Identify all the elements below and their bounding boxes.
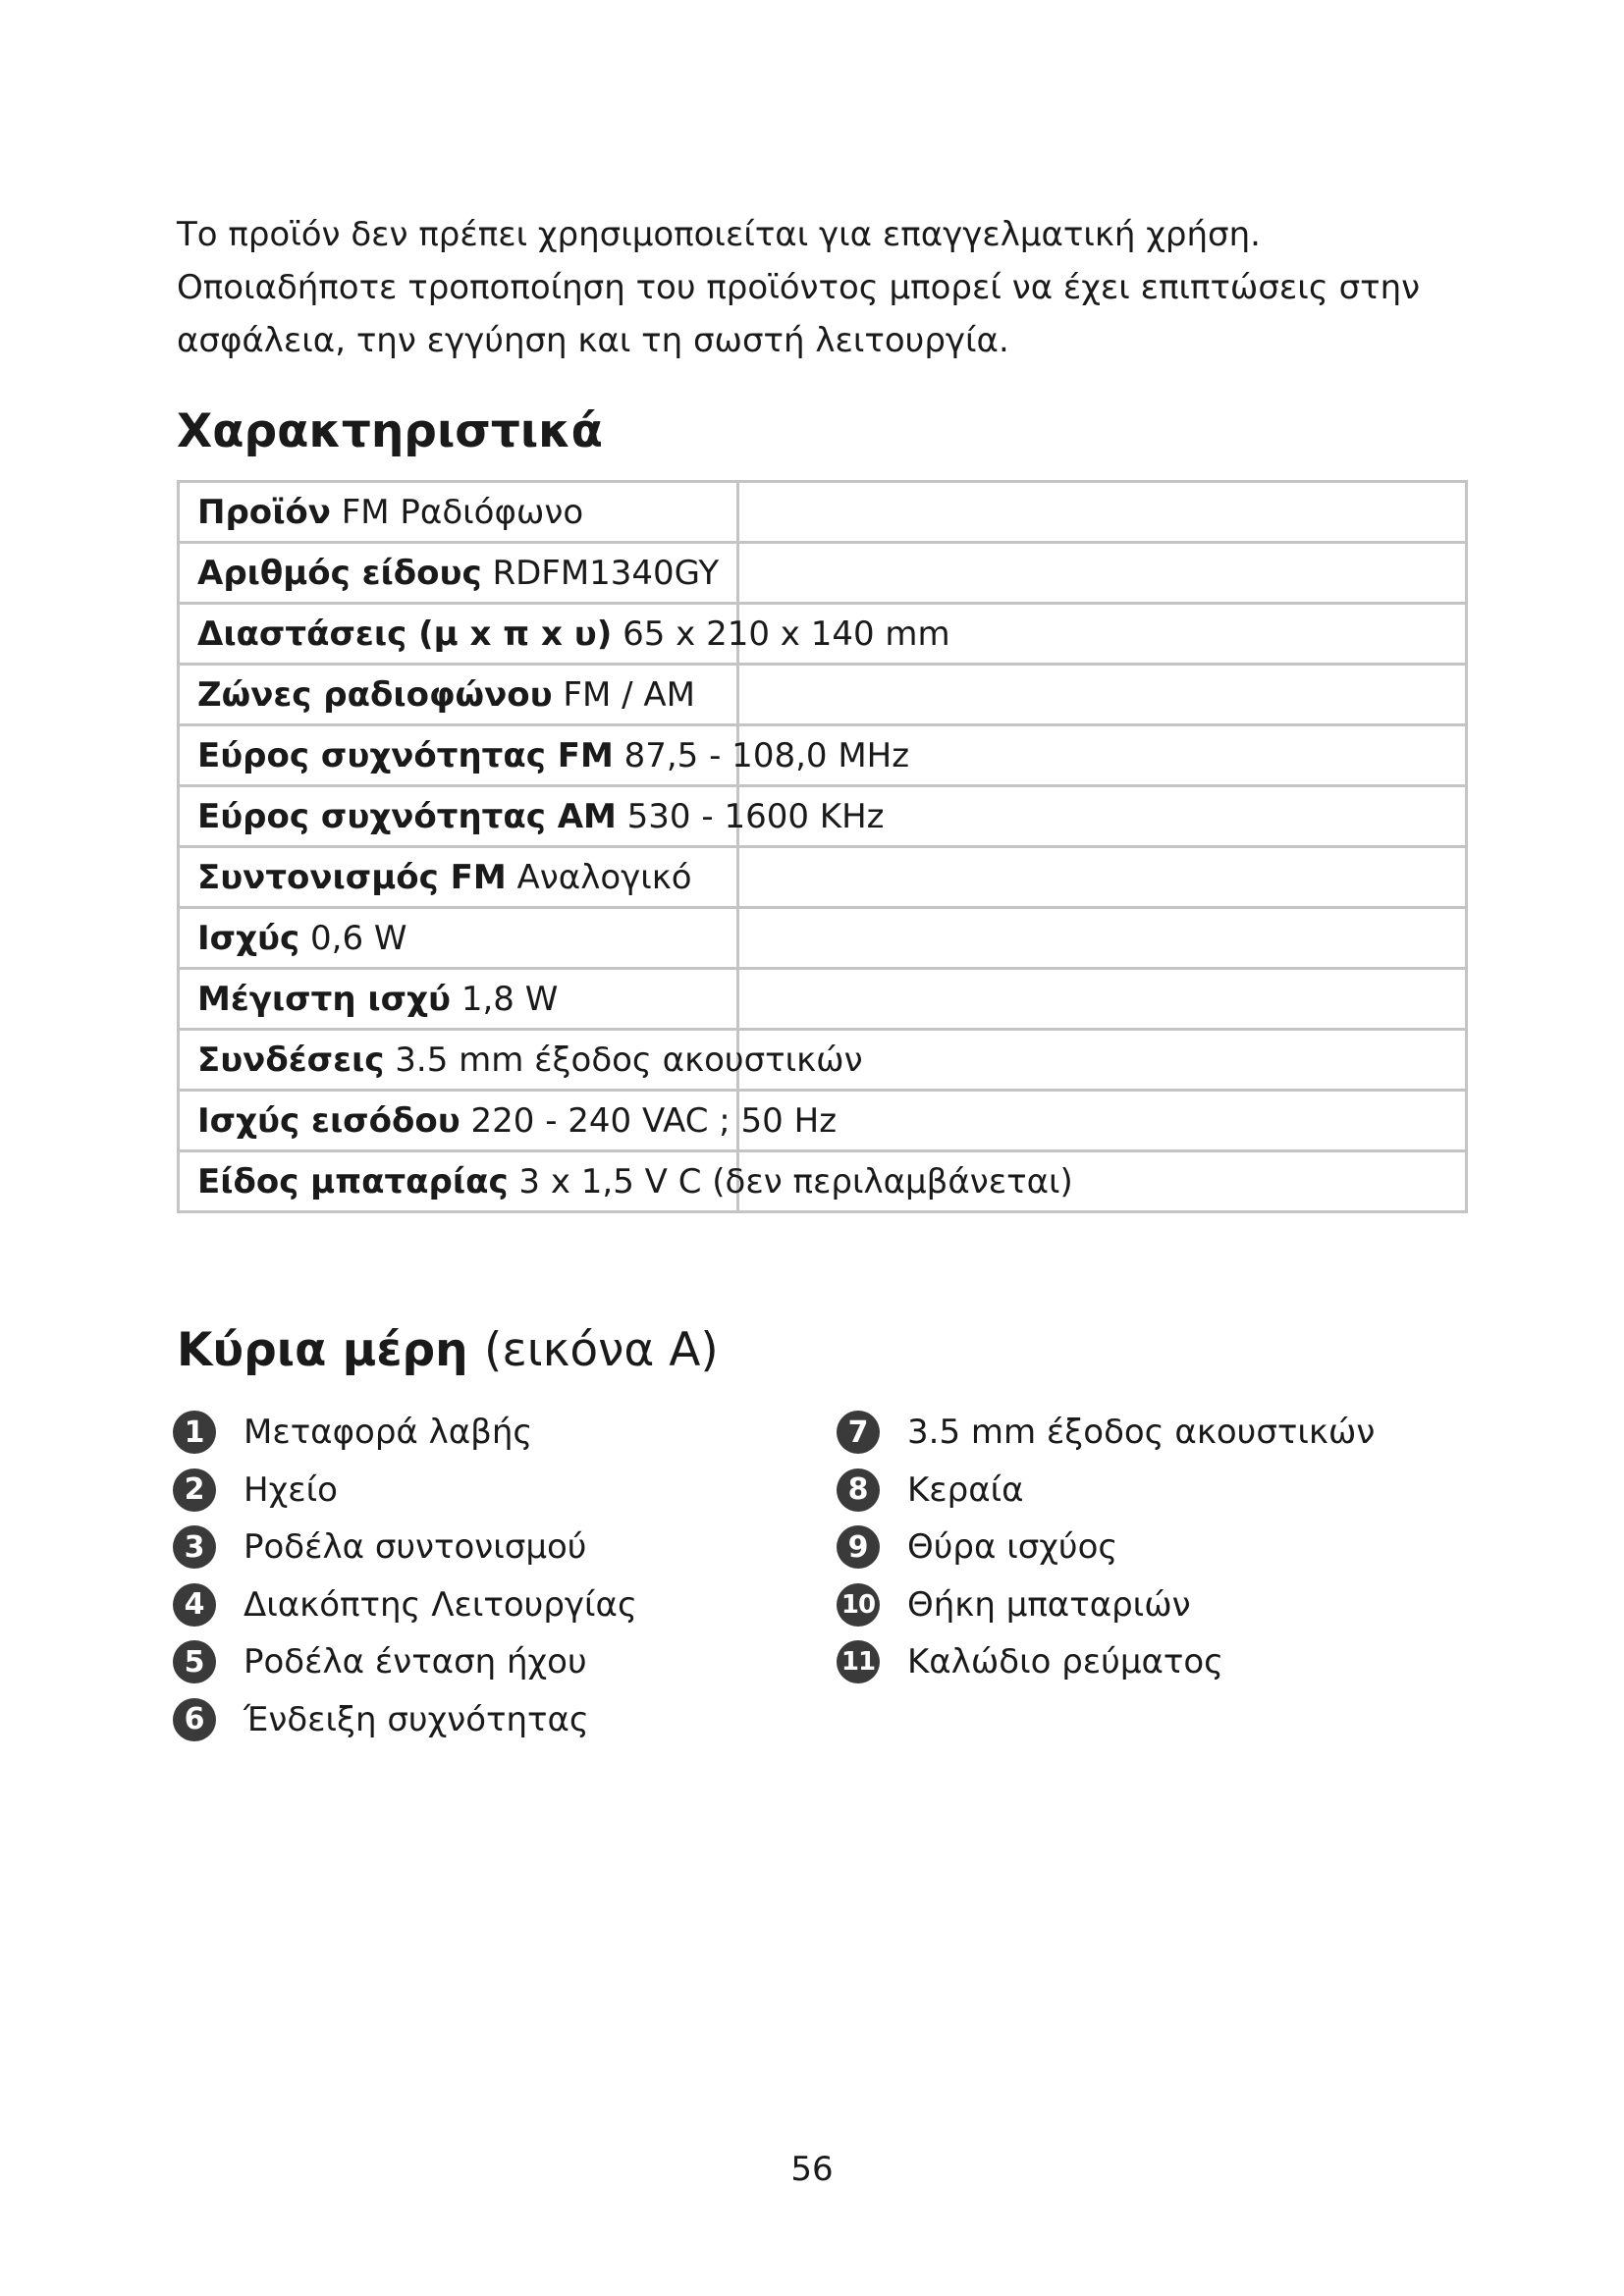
number-badge-icon: 6 [173, 1698, 216, 1741]
table-row [179, 1030, 1467, 1091]
page-number: 56 [790, 2150, 834, 2189]
spec-label: Ζώνες ραδιοφώνου [197, 674, 553, 715]
spec-label: Εύρος συχνότητας FM [197, 735, 614, 775]
spec-empty-cell [738, 665, 1467, 725]
part-label: Θήκη μπαταριών [907, 1584, 1191, 1625]
number-badge-icon: 5 [173, 1640, 216, 1683]
number-badge-icon: 4 [173, 1583, 216, 1627]
number-badge-icon: 9 [837, 1525, 880, 1569]
intro-line: ασφάλεια, την εγγύηση και τη σωστή λειτουργία. [177, 321, 1009, 360]
intro-line: Το προϊόν δεν πρέπει χρησιμοποιείται για επαγγελματική χρήση. [177, 215, 1261, 254]
part-label: Θύρα ισχύος [907, 1527, 1118, 1568]
number-badge-icon: 7 [837, 1411, 880, 1454]
part-label: Κεραία [907, 1469, 1024, 1510]
number-badge-icon: 1 [173, 1411, 216, 1454]
table-row [179, 847, 1467, 908]
list-item [837, 1633, 1375, 1691]
list-item [173, 1633, 637, 1691]
spec-cell [179, 725, 910, 786]
spec-empty-cell [738, 969, 1467, 1030]
spec-cell [179, 786, 885, 847]
spec-label: Προϊόν [197, 492, 331, 532]
spec-empty-cell [738, 1091, 1467, 1151]
spec-cell [179, 665, 738, 725]
list-item [837, 1576, 1375, 1634]
spec-label: Αριθμός είδους [197, 553, 482, 593]
spec-cell [179, 482, 738, 543]
spec-cell [179, 1151, 1073, 1212]
spec-label: Μέγιστη ισχύ [197, 979, 452, 1019]
spec-value: FM / AM [563, 674, 695, 715]
spec-label: Εύρος συχνότητας AM [197, 796, 617, 836]
spec-value: 530 - 1600 KHz [626, 796, 885, 836]
list-item [837, 1519, 1375, 1576]
spec-cell [179, 969, 738, 1030]
list-item [173, 1404, 637, 1462]
number-badge-icon: 2 [173, 1468, 216, 1512]
parts-list-right [837, 1404, 1375, 1691]
spec-label: Συντονισμός FM [197, 857, 507, 897]
spec-cell [179, 604, 950, 665]
number-badge-icon: 11 [837, 1640, 880, 1683]
spec-empty-cell [738, 847, 1467, 908]
spec-value: 3.5 mm έξοδος ακουστικών [395, 1040, 863, 1080]
spec-value: Αναλογικό [516, 857, 692, 897]
part-label: Ροδέλα ένταση ήχου [244, 1642, 587, 1682]
number-badge-icon: 3 [173, 1525, 216, 1569]
part-label: Ηχείο [244, 1469, 338, 1510]
part-label: Ροδέλα συντονισμού [244, 1527, 587, 1568]
table-row [179, 665, 1467, 725]
list-item [173, 1691, 637, 1749]
spec-cell [179, 1030, 863, 1091]
parts-heading-note: (εικόνα A) [484, 1323, 719, 1377]
spec-label: Ισχύς [197, 918, 300, 958]
spec-value: 1,8 W [460, 979, 559, 1019]
spec-label: Ισχύς εισόδου [197, 1100, 460, 1141]
parts-heading-bold: Κύρια μέρη [177, 1323, 468, 1377]
spec-value: 3 x 1,5 V C (δεν περιλαμβάνεται) [518, 1161, 1073, 1201]
spec-value: 65 x 210 x 140 mm [623, 614, 950, 654]
number-badge-icon: 8 [837, 1468, 880, 1512]
table-row [179, 482, 1467, 543]
spec-value: 0,6 W [310, 918, 407, 958]
spec-empty-cell [738, 543, 1467, 604]
table-row [179, 1091, 1467, 1151]
list-item [173, 1462, 637, 1520]
specs-table [177, 480, 1468, 1213]
table-row [179, 725, 1467, 786]
list-item [837, 1462, 1375, 1520]
spec-cell [179, 908, 738, 969]
list-item [837, 1404, 1375, 1462]
spec-empty-cell [738, 482, 1467, 543]
parts-heading [177, 1323, 719, 1377]
spec-value: RDFM1340GY [492, 553, 720, 593]
spec-label: Συνδέσεις [197, 1040, 385, 1080]
spec-value: 220 - 240 VAC ; 50 Hz [470, 1100, 838, 1141]
parts-list-left [173, 1404, 637, 1748]
table-row [179, 604, 1467, 665]
spec-cell [179, 543, 738, 604]
spec-label: Είδος μπαταρίας [197, 1161, 509, 1201]
table-row [179, 543, 1467, 604]
list-item [173, 1519, 637, 1576]
part-label: 3.5 mm έξοδος ακουστικών [907, 1413, 1376, 1453]
list-item [173, 1576, 637, 1634]
table-row [179, 908, 1467, 969]
table-row [179, 969, 1467, 1030]
part-label: Καλώδιο ρεύματος [907, 1642, 1224, 1682]
table-row [179, 786, 1467, 847]
spec-empty-cell [738, 908, 1467, 969]
part-label: Ένδειξη συχνότητας [244, 1699, 589, 1739]
spec-value: 87,5 - 108,0 MHz [623, 735, 910, 775]
intro-line: Οποιαδήποτε τροποποίηση του προϊόντος μπορεί να έχει επιπτώσεις στην [177, 268, 1421, 307]
part-label: Μεταφορά λαβής [244, 1413, 533, 1453]
part-label: Διακόπτης Λειτουργίας [244, 1584, 637, 1625]
table-row [179, 1151, 1467, 1212]
number-badge-icon: 10 [837, 1583, 880, 1627]
intro-paragraph [177, 208, 1453, 367]
spec-label: Διαστάσεις (μ x π x υ) [197, 614, 613, 654]
specs-heading: Χαρακτηριστικά [177, 404, 603, 458]
spec-value: FM Ραδιόφωνο [341, 492, 584, 532]
spec-cell [179, 847, 738, 908]
spec-cell [179, 1091, 838, 1151]
